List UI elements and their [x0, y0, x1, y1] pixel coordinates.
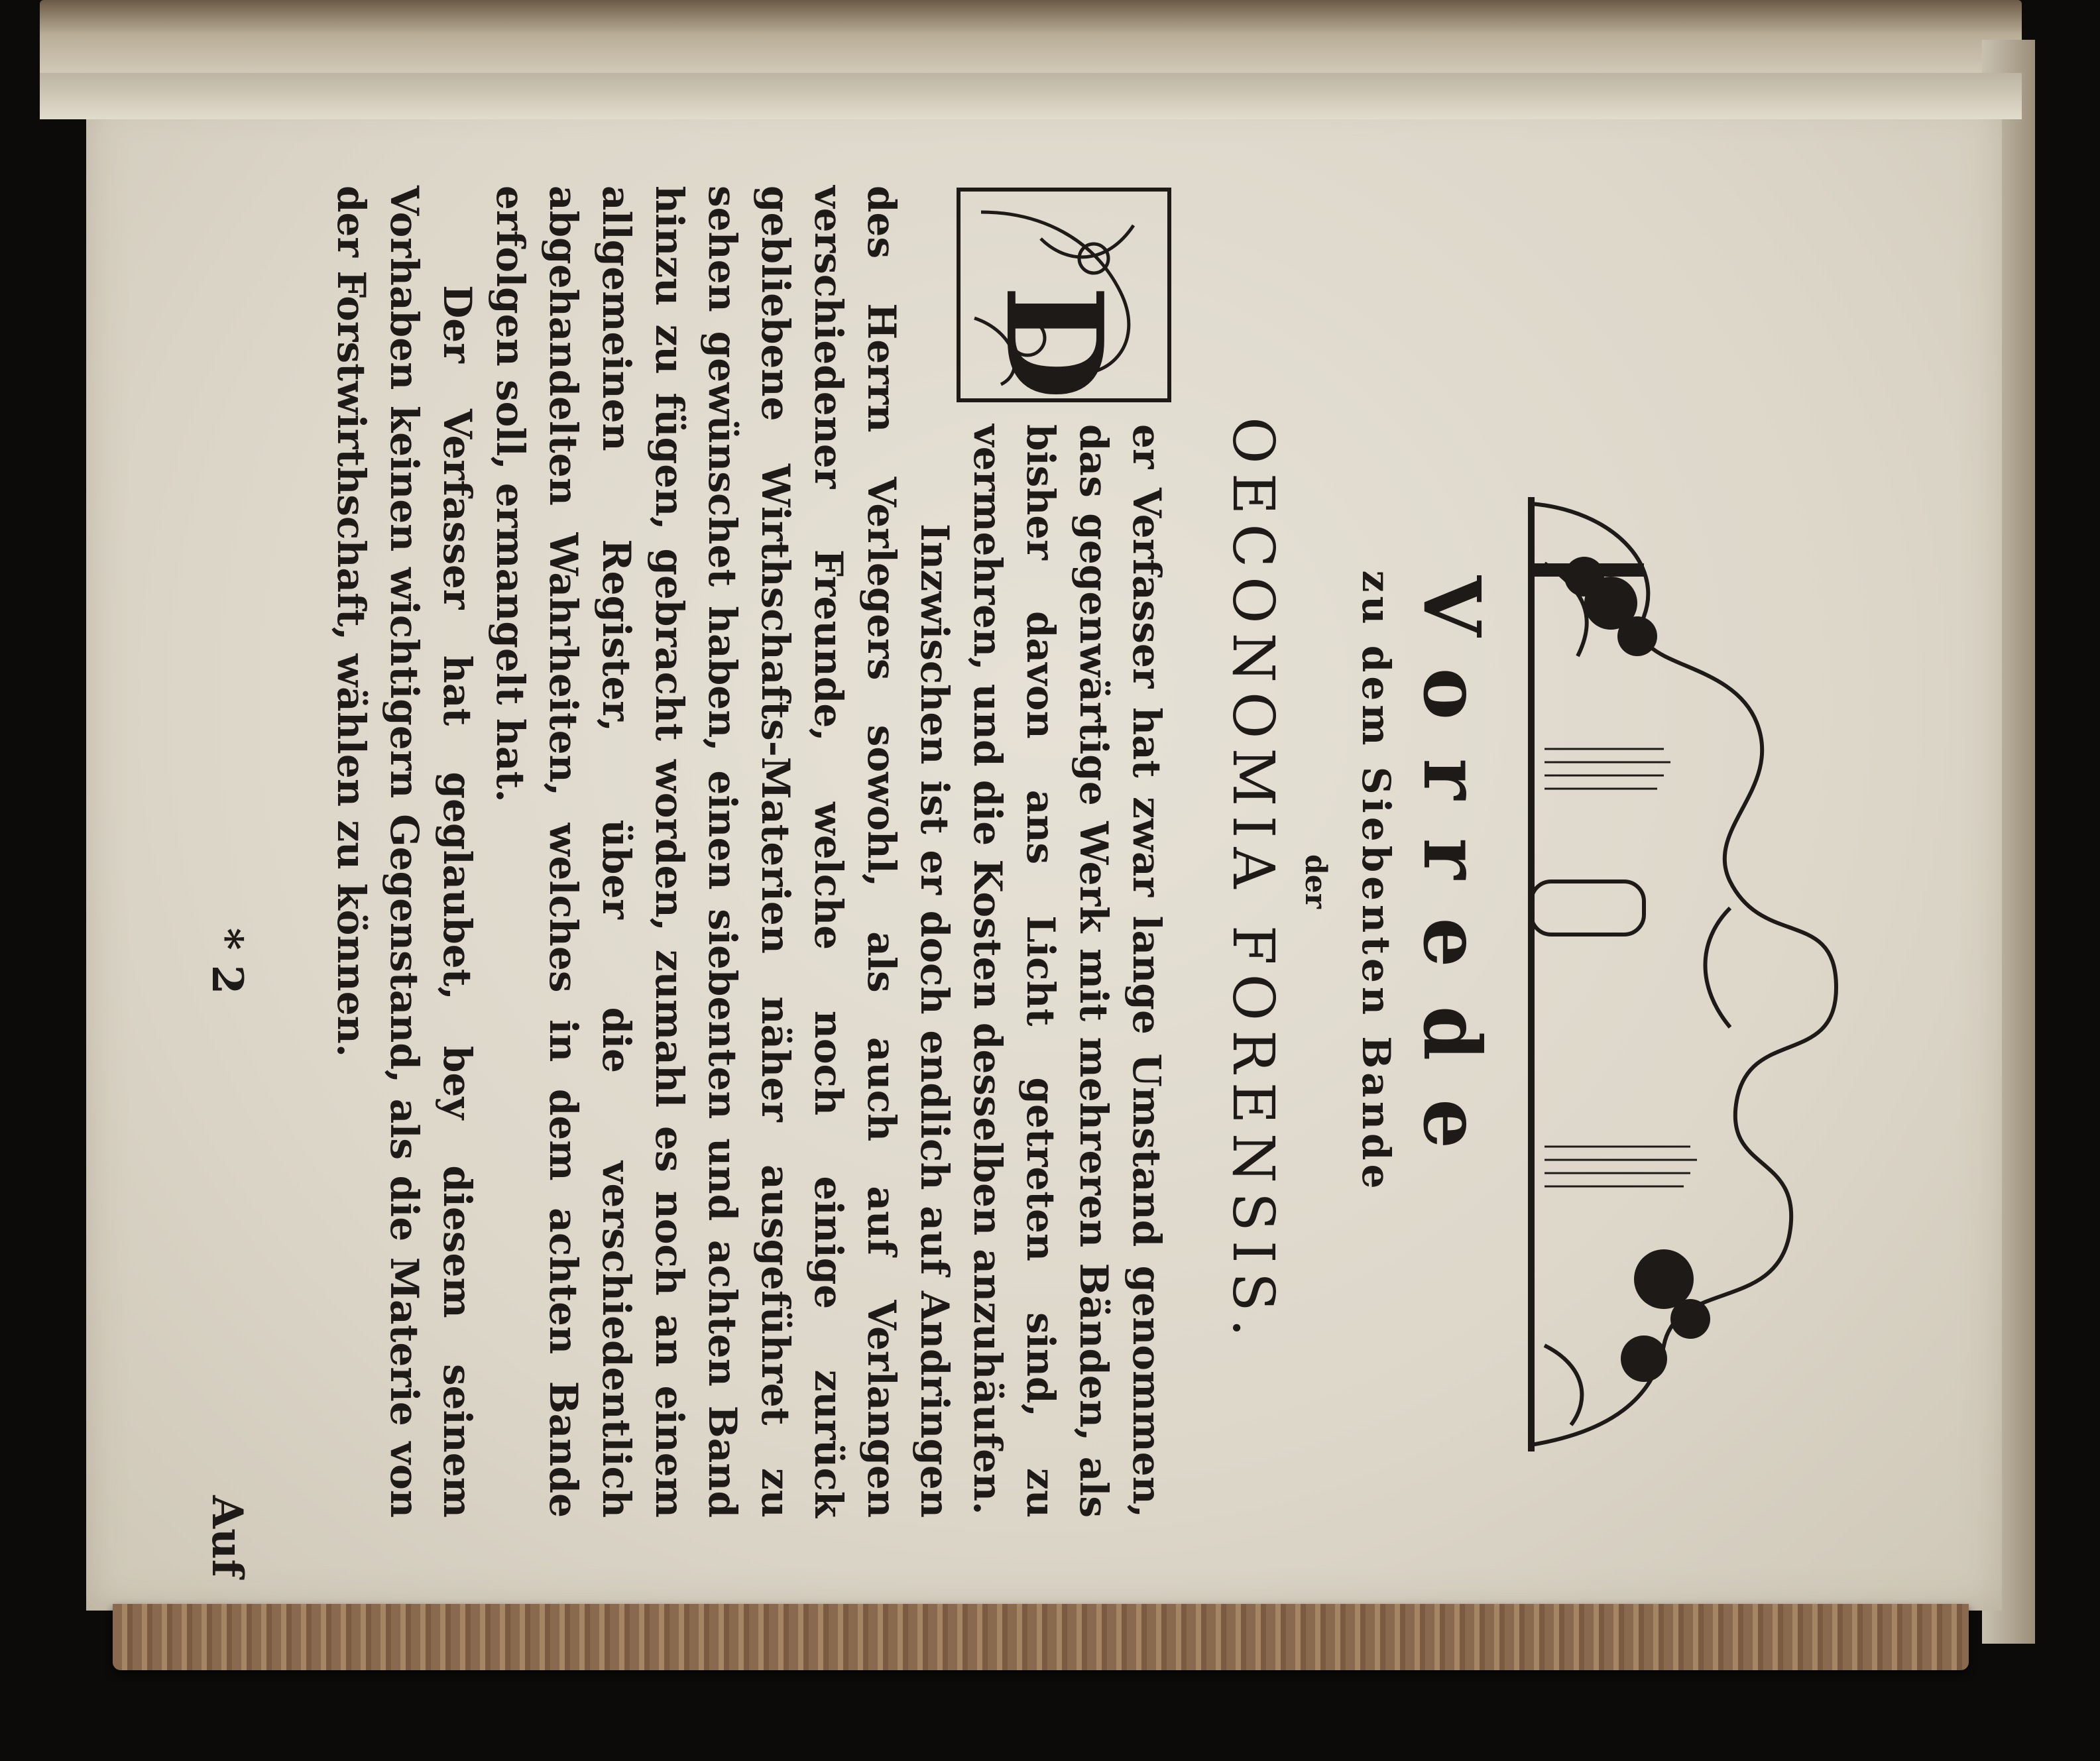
ornamental-initial-icon — [955, 186, 1173, 404]
gutter-shadow — [40, 73, 2022, 119]
page-title: Vorrede — [1406, 575, 1498, 1188]
signature-mark: * 2 — [202, 928, 252, 995]
book-bottom-edge — [113, 1604, 1969, 1670]
paragraph-3: Der Verfasser hat geglaubet, bey diesem seinem Vorhaben keinen wichtigern Gegenstand, als die Materie von der Forstwirthschaft, wählen zu können. — [329, 186, 480, 1518]
article-der: der — [1299, 854, 1332, 909]
paragraph-1: er Verfasser hat zwar lange Umstand genommen, das gegenwärtige Werk mit mehreren Bänden, als bisher davon ans Licht getreten sind, zu vermehren, und die Kosten desselben anzuhäufen. — [965, 424, 1169, 1518]
page-subtitle: zu dem Siebenten Bande — [1354, 570, 1399, 1193]
paragraph-2: Inzwischen ist er doch endlich auf Andringen des Herrn Verlegers sowohl, als auch auf Verlangen verschiedener Freunde, welche noch einige zurück gebliebene Wirthschafts-Materien näher ausgeführet zu sehen gewünschet haben, einen siebenten und achten Band hinzu zu fügen, gebracht worden, zumahl es noch an einem allgemeinen Register, über die verschiedentlich abgehandelten Wahrheiten, welches in dem achten Bande erfolgen soll, ermangelt hat. — [488, 186, 957, 1518]
dropcap-block — [955, 186, 1173, 424]
page-content — [166, 186, 1902, 1577]
catchword: Auf — [202, 1495, 252, 1577]
svg-text:D: D — [976, 285, 1132, 400]
body-text — [325, 186, 1173, 1518]
woodcut-vignette — [1518, 484, 1863, 1465]
work-title: OECONOMIA FORENSIS. — [1220, 417, 1286, 1346]
